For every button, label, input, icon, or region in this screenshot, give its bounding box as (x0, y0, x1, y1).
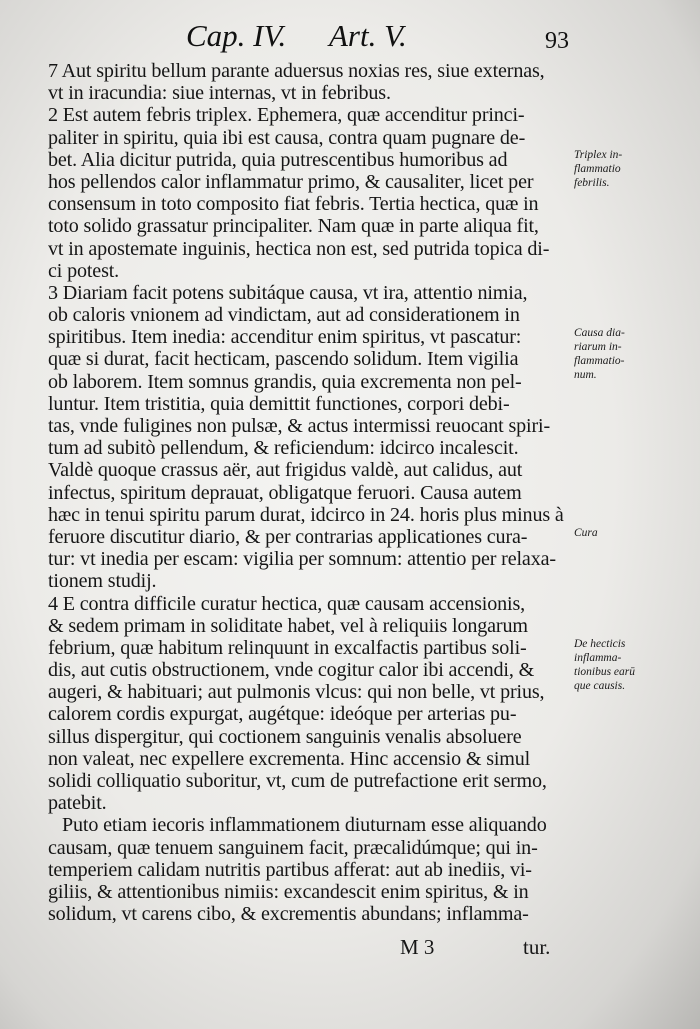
margin-note-line: tionibus earū (574, 665, 636, 678)
text-line: & sedem primam in soliditate habet, vel à reliquiis longarum (48, 614, 528, 637)
text-line: tur: vt inedia per escam: vigilia per somnum: attentio per relaxa- (48, 548, 556, 571)
text-line: paliter in spiritu, quia ibi est causa, contra quam pugnare de- (48, 126, 526, 149)
margin-note-line: flammatio (574, 163, 621, 176)
text-line: ob caloris vnionem ad vindictam, aut ad considerationem in (48, 304, 520, 327)
margin-note-line: De hecticis (574, 637, 626, 650)
chapter-heading: Cap. IV. (186, 18, 287, 53)
text-line: augeri, & habituari; aut pulmonis vlcus: qui non belle, vt prius, (48, 681, 545, 704)
margin-note-line: num. (574, 369, 597, 381)
text-line: consensum in toto composito fiat febris. Tertia hectica, quæ in (48, 193, 539, 216)
body-text (48, 60, 570, 925)
text-line: ci potest. (48, 259, 120, 282)
running-header (0, 18, 700, 58)
text-line: 4 E contra difficile curatur hectica, quæ causam accensionis, (48, 592, 525, 615)
text-line: giliis, & attentionibus nimiis: excandescit enim spiritus, & in (48, 880, 529, 903)
text-line: 2 Est autem febris triplex. Ephemera, quæ accenditur princi- (48, 104, 525, 127)
margin-note (574, 326, 698, 382)
text-line: vt in apostemate inguinis, hectica non est, sed putrida topica di- (48, 237, 550, 260)
text-line: spiritibus. Item inedia: accenditur enim spiritus, vt pascatur: (48, 326, 522, 349)
margin-note (574, 637, 698, 693)
margin-note (574, 148, 698, 190)
text-line: solidi colliquatio suboritur, vt, cum de putrefactione erit sermo, (48, 770, 547, 792)
margin-note (574, 526, 698, 540)
text-line: Puto etiam iecoris inflammationem diuturnam esse aliquando (62, 814, 547, 837)
text-line: tionem studij. (48, 570, 157, 593)
article-heading: Art. V. (329, 18, 407, 53)
margin-note-line: Triplex in- (574, 149, 623, 162)
text-line: patebit. (48, 792, 107, 815)
text-line: Valdè quoque crassus aër, aut frigidus valdè, aut calidus, aut (48, 459, 523, 482)
margin-note-line: riarum in- (574, 341, 622, 353)
margin-note-line: Cura (574, 526, 598, 539)
text-line: dis, aut cutis obstructionem, vnde cogitur calor ibi accendi, & (48, 659, 535, 682)
text-line: 3 Diariam facit potens subitáque causa, vt ira, attentio nimia, (48, 281, 528, 304)
text-line: 7 Aut spiritu bellum parante aduersus noxias res, siue externas, (48, 60, 545, 82)
text-line: feruore discutitur diario, & per contrarias applicationes cura- (48, 525, 528, 548)
text-line: infectus, spiritum deprauat, obligatque feruori. Causa autem (48, 481, 522, 504)
margin-note-line: inflamma- (574, 651, 622, 664)
text-line: quæ si durat, facit hecticam, pascendo solidum. Item vigilia (48, 348, 519, 371)
text-line: bet. Alia dicitur putrida, quia putrescentibus humoribus ad (48, 148, 508, 171)
signature-mark: M 3 (400, 935, 435, 959)
text-line: toto solido grassatur principaliter. Nam quæ in parte aliqua fit, (48, 215, 539, 238)
text-line: hos pellendos calor inflammatur primo, & causaliter, licet per (48, 170, 534, 193)
text-line: sillus dispergitur, qui coctionem sanguinis venalis absoluere (48, 725, 522, 748)
text-line: febrium, quæ habitum relinquunt in excalfactis partibus soli- (48, 636, 527, 659)
text-line: hæc in tenui spiritu parum durat, idcirco in 24. horis plus minus à (48, 503, 564, 526)
text-line: calorem cordis expurgat, augétque: ideóque per arterias pu- (48, 703, 517, 726)
text-line: vt in iracundia: siue internas, vt in febribus. (48, 82, 391, 105)
margin-note-line: flammatio- (574, 355, 625, 367)
margin-note-line: que causis. (574, 679, 626, 692)
text-line: solidum, vt carens cibo, & excrementis abundans; inflamma- (48, 903, 529, 926)
text-line: luntur. Item tristitia, quia demittit functiones, corpori debi- (48, 392, 510, 415)
text-line: tum ad subitò pellendum, & reficiendum: idcirco incalescit. (48, 437, 519, 460)
margin-note-line: febrilis. (574, 177, 610, 190)
text-line: temperiem calidam nutritis partibus afferat: aut ab inediis, vi- (48, 858, 532, 881)
text-line: causam, quæ tenuem sanguinem facit, præcalidúmque; qui in- (48, 836, 538, 859)
page-footer (0, 935, 700, 965)
margin-note-line: Causa dia- (574, 327, 625, 339)
catchword: tur. (523, 935, 551, 959)
page-number: 93 (545, 28, 569, 54)
text-line: non valeat, nec expellere excrementa. Hinc accensio & simul (48, 747, 531, 770)
text-line: tas, vnde fuligines non pulsæ, & actus intermissi reuocant spiri- (48, 415, 551, 437)
text-line: ob laborem. Item somnus grandis, quia excrementa non pel- (48, 370, 522, 393)
